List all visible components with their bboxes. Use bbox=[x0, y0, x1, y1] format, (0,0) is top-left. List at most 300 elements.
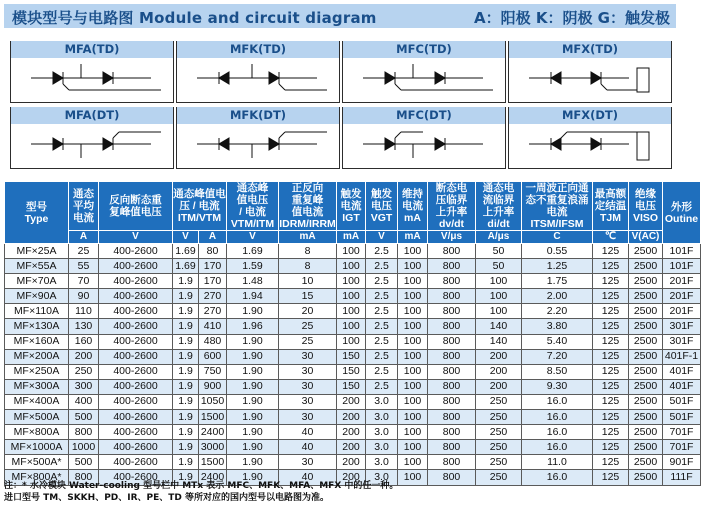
table-cell: 270 bbox=[199, 289, 227, 304]
model-cell: MF×130A bbox=[5, 319, 69, 334]
table-cell: 400-2600 bbox=[99, 244, 173, 259]
table-cell: 800 bbox=[428, 394, 476, 409]
table-cell: 0.55 bbox=[522, 244, 593, 259]
table-cell: 400-2600 bbox=[99, 334, 173, 349]
table-cell: 1.90 bbox=[227, 364, 279, 379]
table-cell: 501F bbox=[663, 410, 701, 425]
footnote-line: 进口型号 TM、SKKH、PD、IR、PE、TD 等所对应的国内型号以电路图为准。 bbox=[4, 493, 330, 503]
table-cell: 3000 bbox=[199, 440, 227, 455]
unit-cell: V(AC) bbox=[629, 231, 663, 244]
column-header: 最高额 定结温 TJM bbox=[593, 182, 629, 231]
model-cell: MF×160A bbox=[5, 334, 69, 349]
diagram-mfx-td bbox=[508, 41, 672, 103]
table-cell: 2.5 bbox=[366, 274, 398, 289]
table-cell: 30 bbox=[279, 379, 337, 394]
table-cell: 800 bbox=[428, 289, 476, 304]
table-cell: 1.90 bbox=[227, 440, 279, 455]
table-cell: 270 bbox=[199, 304, 227, 319]
table-cell: 800 bbox=[428, 274, 476, 289]
unit-cell: A bbox=[69, 231, 99, 244]
table-cell: 100 bbox=[398, 319, 428, 334]
diagram-mfa-td bbox=[10, 41, 174, 103]
table-cell: 400-2600 bbox=[99, 259, 173, 274]
table-cell: 3.0 bbox=[366, 394, 398, 409]
table-cell: 1.9 bbox=[173, 289, 199, 304]
table-row bbox=[5, 455, 701, 470]
table-cell: 1.9 bbox=[173, 319, 199, 334]
table-cell: 2500 bbox=[629, 304, 663, 319]
model-cell: MF×300A bbox=[5, 379, 69, 394]
table-cell: 401F-1 bbox=[663, 349, 701, 364]
table-cell: 100 bbox=[398, 394, 428, 409]
table-cell: 2500 bbox=[629, 410, 663, 425]
table-cell: 9.30 bbox=[522, 379, 593, 394]
table-row bbox=[5, 244, 701, 259]
table-cell: 100 bbox=[476, 289, 522, 304]
table-cell: 400-2600 bbox=[99, 349, 173, 364]
table-cell: 5.40 bbox=[522, 334, 593, 349]
table-cell: 200 bbox=[337, 440, 366, 455]
unit-cell: V bbox=[366, 231, 398, 244]
table-cell: 100 bbox=[398, 289, 428, 304]
table-cell: 2500 bbox=[629, 274, 663, 289]
table-cell: 30 bbox=[279, 349, 337, 364]
table-cell: 100 bbox=[398, 410, 428, 425]
table-row bbox=[5, 304, 701, 319]
table-cell: 125 bbox=[593, 379, 629, 394]
table-cell: 125 bbox=[593, 470, 629, 485]
table-cell: 410 bbox=[199, 319, 227, 334]
table-cell: 800 bbox=[428, 410, 476, 425]
circuit-symbol bbox=[509, 58, 671, 102]
diagram-mfk-td bbox=[176, 41, 340, 103]
table-cell: 125 bbox=[593, 349, 629, 364]
table-cell: 3.0 bbox=[366, 440, 398, 455]
column-header: 正反向 重复峰 值电流 IDRM/IRRM bbox=[279, 182, 336, 230]
table-cell: 150 bbox=[337, 379, 366, 394]
table-cell: 2400 bbox=[199, 425, 227, 440]
table-cell: 160 bbox=[69, 334, 99, 349]
table-cell: 401F bbox=[663, 379, 701, 394]
table-cell: 1.90 bbox=[227, 470, 279, 485]
model-cell: MF×250A bbox=[5, 364, 69, 379]
column-header: 型号 Type bbox=[5, 182, 69, 244]
table-cell: 800 bbox=[428, 455, 476, 470]
table-cell: 400-2600 bbox=[99, 319, 173, 334]
table-cell: 125 bbox=[593, 440, 629, 455]
model-cell: MF×1000A bbox=[5, 440, 69, 455]
unit-cell: mA bbox=[398, 231, 428, 244]
table-cell: 2500 bbox=[629, 455, 663, 470]
table-cell: 3.80 bbox=[522, 319, 593, 334]
column-header: 断态电 压临界 上升率 dv/dt bbox=[428, 182, 476, 231]
unit-cell: V/μs bbox=[428, 231, 476, 244]
table-cell: 100 bbox=[337, 334, 366, 349]
table-cell: 480 bbox=[199, 334, 227, 349]
table-cell: 100 bbox=[398, 334, 428, 349]
table-cell: 800 bbox=[428, 440, 476, 455]
table-cell: 1000 bbox=[69, 440, 99, 455]
table-cell: 100 bbox=[398, 349, 428, 364]
table-cell: 125 bbox=[593, 244, 629, 259]
table-cell: 150 bbox=[337, 364, 366, 379]
model-cell: MF×70A bbox=[5, 274, 69, 289]
model-cell: MF×500A bbox=[5, 410, 69, 425]
table-row bbox=[5, 349, 701, 364]
table-cell: 100 bbox=[398, 259, 428, 274]
table-cell: 250 bbox=[69, 364, 99, 379]
table-cell: 15 bbox=[279, 289, 337, 304]
diagram-mfa-dt bbox=[10, 107, 174, 169]
table-cell: 201F bbox=[663, 289, 701, 304]
table-row bbox=[5, 410, 701, 425]
table-cell: 1.90 bbox=[227, 425, 279, 440]
table-cell: 1.75 bbox=[522, 274, 593, 289]
table-cell: 100 bbox=[398, 244, 428, 259]
table-cell: 30 bbox=[279, 455, 337, 470]
table-cell: 40 bbox=[279, 440, 337, 455]
table-row bbox=[5, 425, 701, 440]
table-cell: 250 bbox=[476, 470, 522, 485]
table-cell: 600 bbox=[199, 349, 227, 364]
table-cell: 1.9 bbox=[173, 349, 199, 364]
model-cell: MF×800A* bbox=[5, 470, 69, 485]
table-cell: 2400 bbox=[199, 470, 227, 485]
table-cell: 1.48 bbox=[227, 274, 279, 289]
model-cell: MF×55A bbox=[5, 259, 69, 274]
table-cell: 200 bbox=[69, 349, 99, 364]
table-cell: 1.9 bbox=[173, 274, 199, 289]
unit-cell: ℃ bbox=[593, 231, 629, 244]
diagram-title: MFC(TD) bbox=[343, 41, 505, 58]
table-cell: 1.90 bbox=[227, 379, 279, 394]
model-cell: MF×500A* bbox=[5, 455, 69, 470]
table-cell: 1.9 bbox=[173, 364, 199, 379]
table-cell: 101F bbox=[663, 244, 701, 259]
table-cell: 800 bbox=[428, 304, 476, 319]
table-cell: 800 bbox=[428, 349, 476, 364]
unit-cell: mA bbox=[337, 231, 366, 244]
table-cell: 100 bbox=[476, 304, 522, 319]
table-cell: 2500 bbox=[629, 440, 663, 455]
table-cell: 3.0 bbox=[366, 410, 398, 425]
table-cell: 2500 bbox=[629, 425, 663, 440]
table-cell: 170 bbox=[199, 274, 227, 289]
table-cell: 1.9 bbox=[173, 304, 199, 319]
table-cell: 400-2600 bbox=[99, 274, 173, 289]
table-cell: 125 bbox=[593, 319, 629, 334]
table-cell: 30 bbox=[279, 394, 337, 409]
table-cell: 301F bbox=[663, 334, 701, 349]
table-cell: 200 bbox=[337, 470, 366, 485]
table-cell: 201F bbox=[663, 304, 701, 319]
model-cell: MF×110A bbox=[5, 304, 69, 319]
table-cell: 201F bbox=[663, 274, 701, 289]
table-cell: 1050 bbox=[199, 394, 227, 409]
table-cell: 11.0 bbox=[522, 455, 593, 470]
table-cell: 1.90 bbox=[227, 394, 279, 409]
table-cell: 125 bbox=[593, 455, 629, 470]
diagram-title: MFA(TD) bbox=[11, 41, 173, 58]
table-cell: 100 bbox=[476, 274, 522, 289]
table-cell: 400-2600 bbox=[99, 304, 173, 319]
unit-cell: V bbox=[227, 231, 279, 244]
table-cell: 200 bbox=[337, 425, 366, 440]
table-cell: 1.9 bbox=[173, 425, 199, 440]
column-header: 一周波正向通 态不重复浪涌 电流 ITSM/IFSM bbox=[522, 182, 593, 231]
table-cell: 2500 bbox=[629, 289, 663, 304]
column-header: 触发 电压 VGT bbox=[366, 182, 398, 231]
table-cell: 200 bbox=[476, 349, 522, 364]
table-cell: 150 bbox=[337, 349, 366, 364]
table-cell: 1.90 bbox=[227, 334, 279, 349]
table-cell: 16.0 bbox=[522, 470, 593, 485]
table-cell: 2500 bbox=[629, 394, 663, 409]
table-cell: 1.9 bbox=[173, 440, 199, 455]
table-cell: 250 bbox=[476, 440, 522, 455]
table-cell: 500 bbox=[69, 455, 99, 470]
table-cell: 100 bbox=[337, 319, 366, 334]
table-cell: 125 bbox=[593, 425, 629, 440]
table-cell: 2.5 bbox=[366, 334, 398, 349]
table-cell: 301F bbox=[663, 319, 701, 334]
table-cell: 100 bbox=[398, 379, 428, 394]
circuit-symbol bbox=[509, 124, 671, 168]
table-cell: 800 bbox=[428, 425, 476, 440]
diagram-title: MFC(DT) bbox=[343, 107, 505, 124]
table-cell: 1.69 bbox=[173, 259, 199, 274]
table-cell: 30 bbox=[279, 364, 337, 379]
table-cell: 100 bbox=[337, 244, 366, 259]
circuit-diagrams bbox=[4, 38, 676, 180]
table-cell: 1.90 bbox=[227, 410, 279, 425]
table-cell: 2.00 bbox=[522, 289, 593, 304]
table-cell: 1.90 bbox=[227, 349, 279, 364]
table-cell: 400 bbox=[69, 394, 99, 409]
table-cell: 500 bbox=[69, 410, 99, 425]
table-cell: 800 bbox=[428, 244, 476, 259]
table-cell: 50 bbox=[476, 244, 522, 259]
table-cell: 800 bbox=[428, 364, 476, 379]
table-cell: 2500 bbox=[629, 334, 663, 349]
footnote-line: 注：* 水冷模块 Water-cooling 型号栏中 MTx 表示 MFC、MFK、MFA、MFX 中的任一种。 bbox=[4, 481, 399, 491]
table-cell: 1.9 bbox=[173, 470, 199, 485]
table-cell: 2500 bbox=[629, 470, 663, 485]
table-row bbox=[5, 274, 701, 289]
table-cell: 401F bbox=[663, 364, 701, 379]
table-cell: 2.5 bbox=[366, 304, 398, 319]
table-cell: 2.5 bbox=[366, 349, 398, 364]
table-cell: 1.96 bbox=[227, 319, 279, 334]
column-header: 触发 电流 IGT bbox=[337, 182, 366, 231]
table-cell: 2500 bbox=[629, 319, 663, 334]
table-cell: 701F bbox=[663, 440, 701, 455]
table-cell: 20 bbox=[279, 304, 337, 319]
table-cell: 901F bbox=[663, 455, 701, 470]
table-cell: 200 bbox=[337, 455, 366, 470]
diagram-mfc-td bbox=[342, 41, 506, 103]
table-cell: 400-2600 bbox=[99, 379, 173, 394]
table-cell: 2.5 bbox=[366, 379, 398, 394]
table-cell: 2500 bbox=[629, 364, 663, 379]
table-body bbox=[5, 244, 701, 486]
table-cell: 400-2600 bbox=[99, 410, 173, 425]
table-cell: 1.90 bbox=[227, 304, 279, 319]
terminal-legend: A：阳极 K：阴极 G：触发极 bbox=[474, 9, 670, 27]
table-cell: 3.0 bbox=[366, 425, 398, 440]
table-cell: 170 bbox=[199, 259, 227, 274]
table-cell: 501F bbox=[663, 394, 701, 409]
table-cell: 40 bbox=[279, 470, 337, 485]
table-cell: 80 bbox=[199, 244, 227, 259]
table-cell: 100 bbox=[337, 259, 366, 274]
table-cell: 100 bbox=[337, 289, 366, 304]
unit-cell: A/μs bbox=[476, 231, 522, 244]
title-bar bbox=[4, 4, 676, 28]
table-cell: 400-2600 bbox=[99, 425, 173, 440]
table-cell: 800 bbox=[428, 319, 476, 334]
table-cell: 16.0 bbox=[522, 394, 593, 409]
table-cell: 100 bbox=[337, 304, 366, 319]
table-cell: 2.20 bbox=[522, 304, 593, 319]
table-cell: 125 bbox=[593, 274, 629, 289]
circuit-symbol bbox=[177, 58, 339, 102]
table-cell: 200 bbox=[337, 394, 366, 409]
table-cell: 1.69 bbox=[227, 244, 279, 259]
column-header: 通态峰值电 压 / 电流 ITM/VTM bbox=[173, 182, 227, 231]
table-cell: 16.0 bbox=[522, 410, 593, 425]
column-header: 通态峰 值电压 / 电流 VTM/ITM bbox=[227, 182, 279, 231]
diagram-title: MFK(DT) bbox=[177, 107, 339, 124]
table-cell: 1.69 bbox=[173, 244, 199, 259]
table-row bbox=[5, 440, 701, 455]
column-header: 维持 电流 mA bbox=[398, 182, 428, 231]
diagram-title: MFX(DT) bbox=[509, 107, 671, 124]
column-header: 绝缘 电压 VISO bbox=[629, 182, 663, 231]
column-header: 通态电 流临界 上升率 di/dt bbox=[476, 182, 522, 231]
unit-cell: V bbox=[99, 231, 173, 244]
circuit-symbol bbox=[343, 124, 505, 168]
table-cell: 3.0 bbox=[366, 470, 398, 485]
table-cell: 400-2600 bbox=[99, 470, 173, 485]
table-cell: 800 bbox=[428, 470, 476, 485]
table-cell: 2500 bbox=[629, 349, 663, 364]
model-cell: MF×400A bbox=[5, 394, 69, 409]
table-cell: 2.5 bbox=[366, 244, 398, 259]
table-cell: 400-2600 bbox=[99, 394, 173, 409]
table-cell: 800 bbox=[69, 470, 99, 485]
table-cell: 2.5 bbox=[366, 364, 398, 379]
table-cell: 400-2600 bbox=[99, 455, 173, 470]
column-header: 外形 Outine bbox=[663, 182, 701, 244]
table-cell: 125 bbox=[593, 410, 629, 425]
table-cell: 2500 bbox=[629, 379, 663, 394]
table-row bbox=[5, 364, 701, 379]
table-cell: 800 bbox=[428, 259, 476, 274]
table-cell: 25 bbox=[279, 319, 337, 334]
circuit-symbol bbox=[11, 58, 173, 102]
table-cell: 900 bbox=[199, 379, 227, 394]
table-cell: 250 bbox=[476, 455, 522, 470]
table-cell: 300 bbox=[69, 379, 99, 394]
table-cell: 1.9 bbox=[173, 379, 199, 394]
table-cell: 50 bbox=[476, 259, 522, 274]
table-cell: 55 bbox=[69, 259, 99, 274]
circuit-symbol bbox=[11, 124, 173, 168]
table-row bbox=[5, 259, 701, 274]
column-header: 反向断态重 复峰值电压 bbox=[99, 182, 173, 231]
table-cell: 90 bbox=[69, 289, 99, 304]
table-cell: 800 bbox=[428, 334, 476, 349]
table-cell: 16.0 bbox=[522, 440, 593, 455]
table-row bbox=[5, 319, 701, 334]
table-cell: 70 bbox=[69, 274, 99, 289]
table-cell: 1.9 bbox=[173, 455, 199, 470]
table-cell: 800 bbox=[69, 425, 99, 440]
unit-cell: A bbox=[199, 231, 227, 244]
table-row bbox=[5, 334, 701, 349]
table-cell: 1500 bbox=[199, 410, 227, 425]
spec-table bbox=[4, 181, 701, 486]
table-cell: 100 bbox=[398, 425, 428, 440]
table-cell: 140 bbox=[476, 319, 522, 334]
table-cell: 100 bbox=[398, 470, 428, 485]
footnote bbox=[4, 480, 676, 504]
unit-cell: V bbox=[173, 231, 199, 244]
table-cell: 100 bbox=[398, 440, 428, 455]
circuit-symbol bbox=[343, 58, 505, 102]
table-cell: 400-2600 bbox=[99, 364, 173, 379]
diagram-title: MFK(TD) bbox=[177, 41, 339, 58]
model-cell: MF×200A bbox=[5, 349, 69, 364]
table-cell: 130 bbox=[69, 319, 99, 334]
table-cell: 100 bbox=[398, 274, 428, 289]
table-cell: 1.90 bbox=[227, 455, 279, 470]
table-cell: 2.5 bbox=[366, 259, 398, 274]
table-cell: 8.50 bbox=[522, 364, 593, 379]
table-cell: 1.94 bbox=[227, 289, 279, 304]
table-cell: 16.0 bbox=[522, 425, 593, 440]
table-cell: 701F bbox=[663, 425, 701, 440]
table-cell: 3.0 bbox=[366, 455, 398, 470]
table-cell: 8 bbox=[279, 259, 337, 274]
table-cell: 800 bbox=[428, 379, 476, 394]
column-header: 通态 平均 电流 bbox=[69, 182, 99, 231]
table-cell: 100 bbox=[398, 364, 428, 379]
table-cell: 1.9 bbox=[173, 410, 199, 425]
table-cell: 2.5 bbox=[366, 319, 398, 334]
page-title: 模块型号与电路图 Module and circuit diagram bbox=[12, 9, 377, 27]
model-cell: MF×25A bbox=[5, 244, 69, 259]
table-cell: 250 bbox=[476, 425, 522, 440]
table-cell: 125 bbox=[593, 334, 629, 349]
table-cell: 111F bbox=[663, 470, 701, 485]
table-cell: 40 bbox=[279, 425, 337, 440]
table-cell: 125 bbox=[593, 289, 629, 304]
table-cell: 400-2600 bbox=[99, 289, 173, 304]
table-cell: 125 bbox=[593, 259, 629, 274]
table-cell: 250 bbox=[476, 410, 522, 425]
diagram-mfx-dt bbox=[508, 107, 672, 169]
table-cell: 2500 bbox=[629, 259, 663, 274]
table-cell: 1.9 bbox=[173, 394, 199, 409]
table-cell: 1.9 bbox=[173, 334, 199, 349]
table-cell: 2.5 bbox=[366, 289, 398, 304]
table-cell: 400-2600 bbox=[99, 440, 173, 455]
table-cell: 250 bbox=[476, 394, 522, 409]
table-row bbox=[5, 289, 701, 304]
table-cell: 7.20 bbox=[522, 349, 593, 364]
